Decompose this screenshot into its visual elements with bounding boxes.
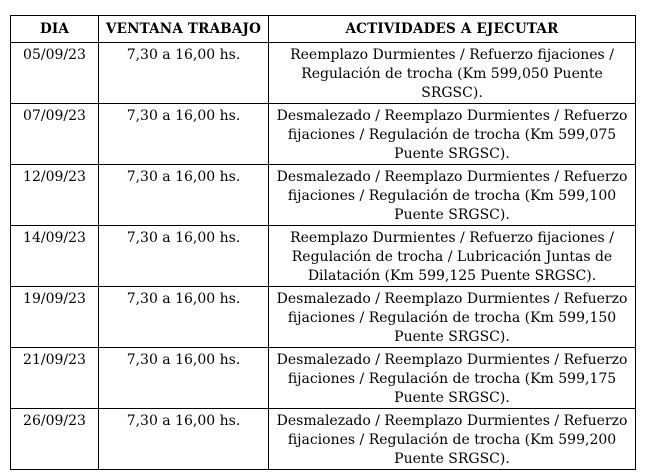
table-header bbox=[11, 16, 636, 43]
ventana-cell: 7,30 a 16,00 hs. bbox=[99, 348, 269, 409]
work-schedule-table-container bbox=[10, 15, 635, 470]
actividades-cell: Desmalezado / Reemplazo Durmientes / Refuerzo fijaciones / Regulación de trocha (Km 599,150 Puente SRGSC). bbox=[269, 287, 636, 348]
dia-cell: 12/09/23 bbox=[11, 165, 99, 226]
ventana-cell: 7,30 a 16,00 hs. bbox=[99, 226, 269, 287]
actividades-cell: Desmalezado / Reemplazo Durmientes / Refuerzo fijaciones / Regulación de trocha (Km 599,075 Puente SRGSC). bbox=[269, 104, 636, 165]
dia-cell: 07/09/23 bbox=[11, 104, 99, 165]
actividades-cell: Desmalezado / Reemplazo Durmientes / Refuerzo fijaciones / Regulación de trocha (Km 599,100 Puente SRGSC). bbox=[269, 165, 636, 226]
column-header-dia: DIA bbox=[11, 16, 99, 43]
actividades-cell: Reemplazo Durmientes / Refuerzo fijaciones / Regulación de trocha / Lubricación Juntas de Dilatación (Km 599,125 Puente SRGSC). bbox=[269, 226, 636, 287]
column-header-actividades: ACTIVIDADES A EJECUTAR bbox=[269, 16, 636, 43]
table-row bbox=[11, 226, 636, 287]
actividades-cell: Desmalezado / Reemplazo Durmientes / Refuerzo fijaciones / Regulación de trocha (Km 599,200 Puente SRGSC). bbox=[269, 409, 636, 470]
table-body bbox=[11, 43, 636, 470]
ventana-cell: 7,30 a 16,00 hs. bbox=[99, 43, 269, 104]
table-row bbox=[11, 287, 636, 348]
ventana-cell: 7,30 a 16,00 hs. bbox=[99, 287, 269, 348]
dia-cell: 26/09/23 bbox=[11, 409, 99, 470]
work-schedule-table bbox=[10, 15, 636, 470]
table-row bbox=[11, 165, 636, 226]
ventana-cell: 7,30 a 16,00 hs. bbox=[99, 409, 269, 470]
column-header-ventana-trabajo: VENTANA TRABAJO bbox=[99, 16, 269, 43]
ventana-cell: 7,30 a 16,00 hs. bbox=[99, 104, 269, 165]
table-row bbox=[11, 409, 636, 470]
dia-cell: 05/09/23 bbox=[11, 43, 99, 104]
actividades-cell: Reemplazo Durmientes / Refuerzo fijaciones / Regulación de trocha (Km 599,050 Puente SRGSC). bbox=[269, 43, 636, 104]
dia-cell: 14/09/23 bbox=[11, 226, 99, 287]
header-row bbox=[11, 16, 636, 43]
actividades-cell: Desmalezado / Reemplazo Durmientes / Refuerzo fijaciones / Regulación de trocha (Km 599,175 Puente SRGSC). bbox=[269, 348, 636, 409]
dia-cell: 19/09/23 bbox=[11, 287, 99, 348]
ventana-cell: 7,30 a 16,00 hs. bbox=[99, 165, 269, 226]
table-row bbox=[11, 348, 636, 409]
table-row bbox=[11, 43, 636, 104]
dia-cell: 21/09/23 bbox=[11, 348, 99, 409]
table-row bbox=[11, 104, 636, 165]
